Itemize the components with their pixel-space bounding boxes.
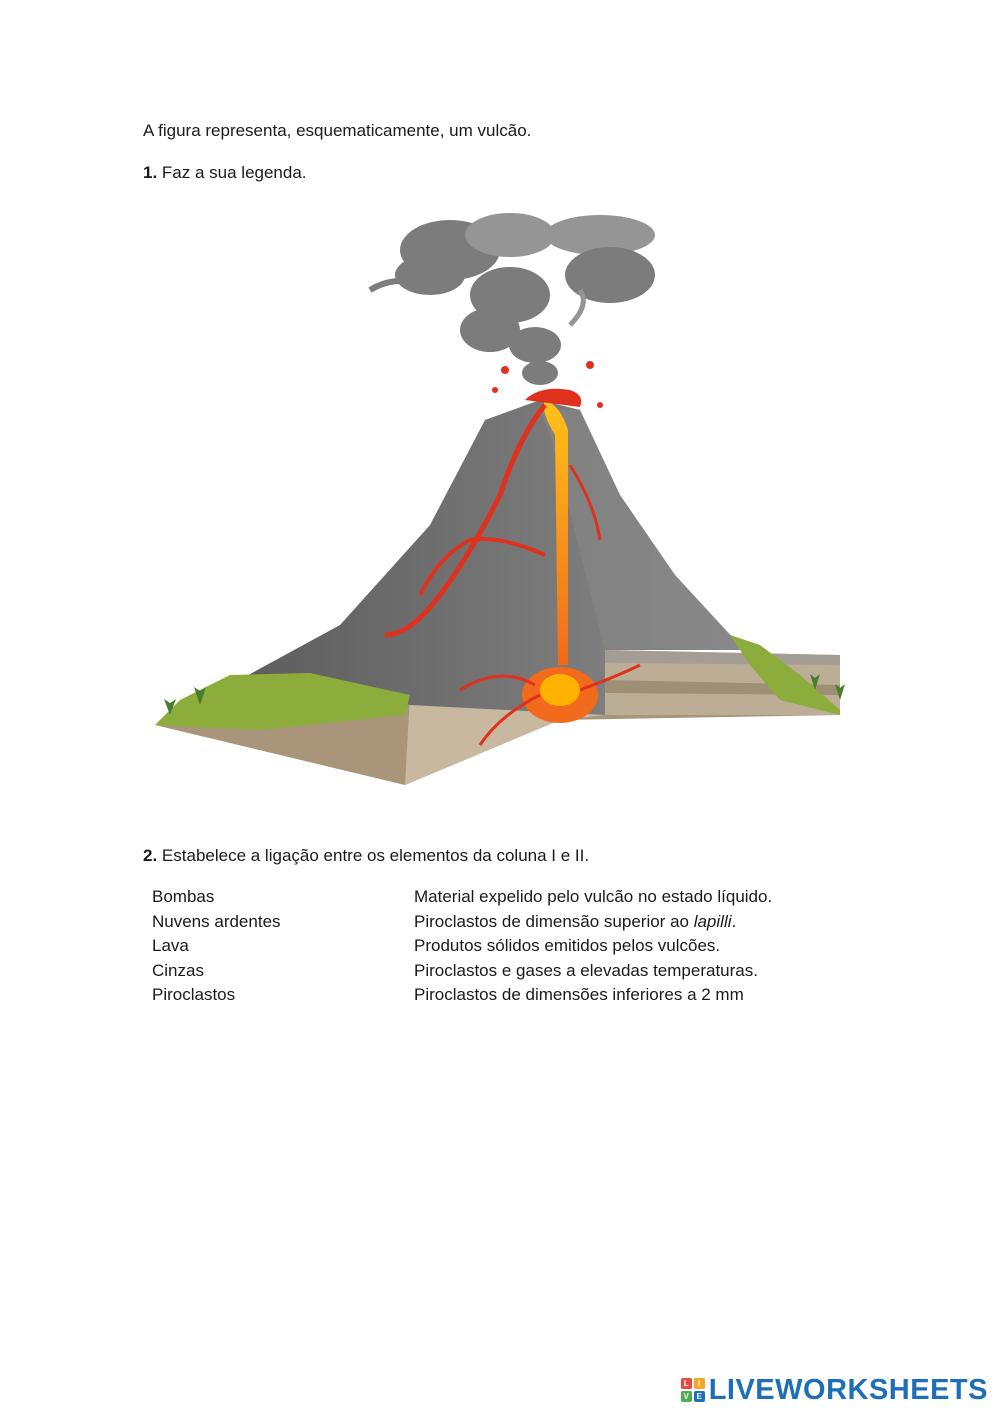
- column-II-item: Produtos sólidos emitidos pelos vulcões.: [414, 936, 721, 955]
- matching-row: [152, 912, 872, 937]
- column-II-item: Piroclastos e gases a elevadas temperaturas.: [414, 960, 758, 980]
- column-I-item: Lava: [152, 936, 189, 955]
- column-I-item: Cinzas: [152, 960, 204, 980]
- matching-row: [152, 887, 872, 912]
- liveworksheets-logo: [681, 1372, 988, 1408]
- column-I-item: Bombas: [152, 887, 215, 906]
- column-II-item: Piroclastos de dimensões inferiores a 2 mm: [414, 985, 744, 1004]
- question-2: [143, 846, 589, 866]
- brand-text: LIVEWORKSHEETS: [708, 1373, 988, 1406]
- matching-table: [152, 887, 872, 1010]
- question-number: 1.: [143, 163, 158, 182]
- volcano-illustration: [140, 195, 860, 795]
- matching-row: [152, 936, 872, 961]
- question-text: Estabelece a ligação entre os elementos da coluna I e II.: [161, 846, 590, 865]
- matching-row: [152, 985, 872, 1010]
- intro-text: A figura representa, esquematicamente, um vulcão.: [143, 121, 532, 140]
- column-I-item: Piroclastos: [152, 985, 236, 1004]
- question-1: [143, 163, 307, 183]
- column-II-item: Material expelido pelo vulcão no estado líquido.: [414, 887, 773, 906]
- column-II-item: Piroclastos de dimensão superior ao lapilli.: [414, 911, 737, 931]
- column-I-item: Nuvens ardentes: [152, 911, 281, 931]
- logo-icon: L I V E: [681, 1378, 705, 1402]
- question-text: Faz a sua legenda.: [161, 163, 307, 182]
- question-number: 2.: [143, 846, 158, 865]
- matching-row: [152, 961, 872, 986]
- smoke-cloud: [370, 213, 655, 385]
